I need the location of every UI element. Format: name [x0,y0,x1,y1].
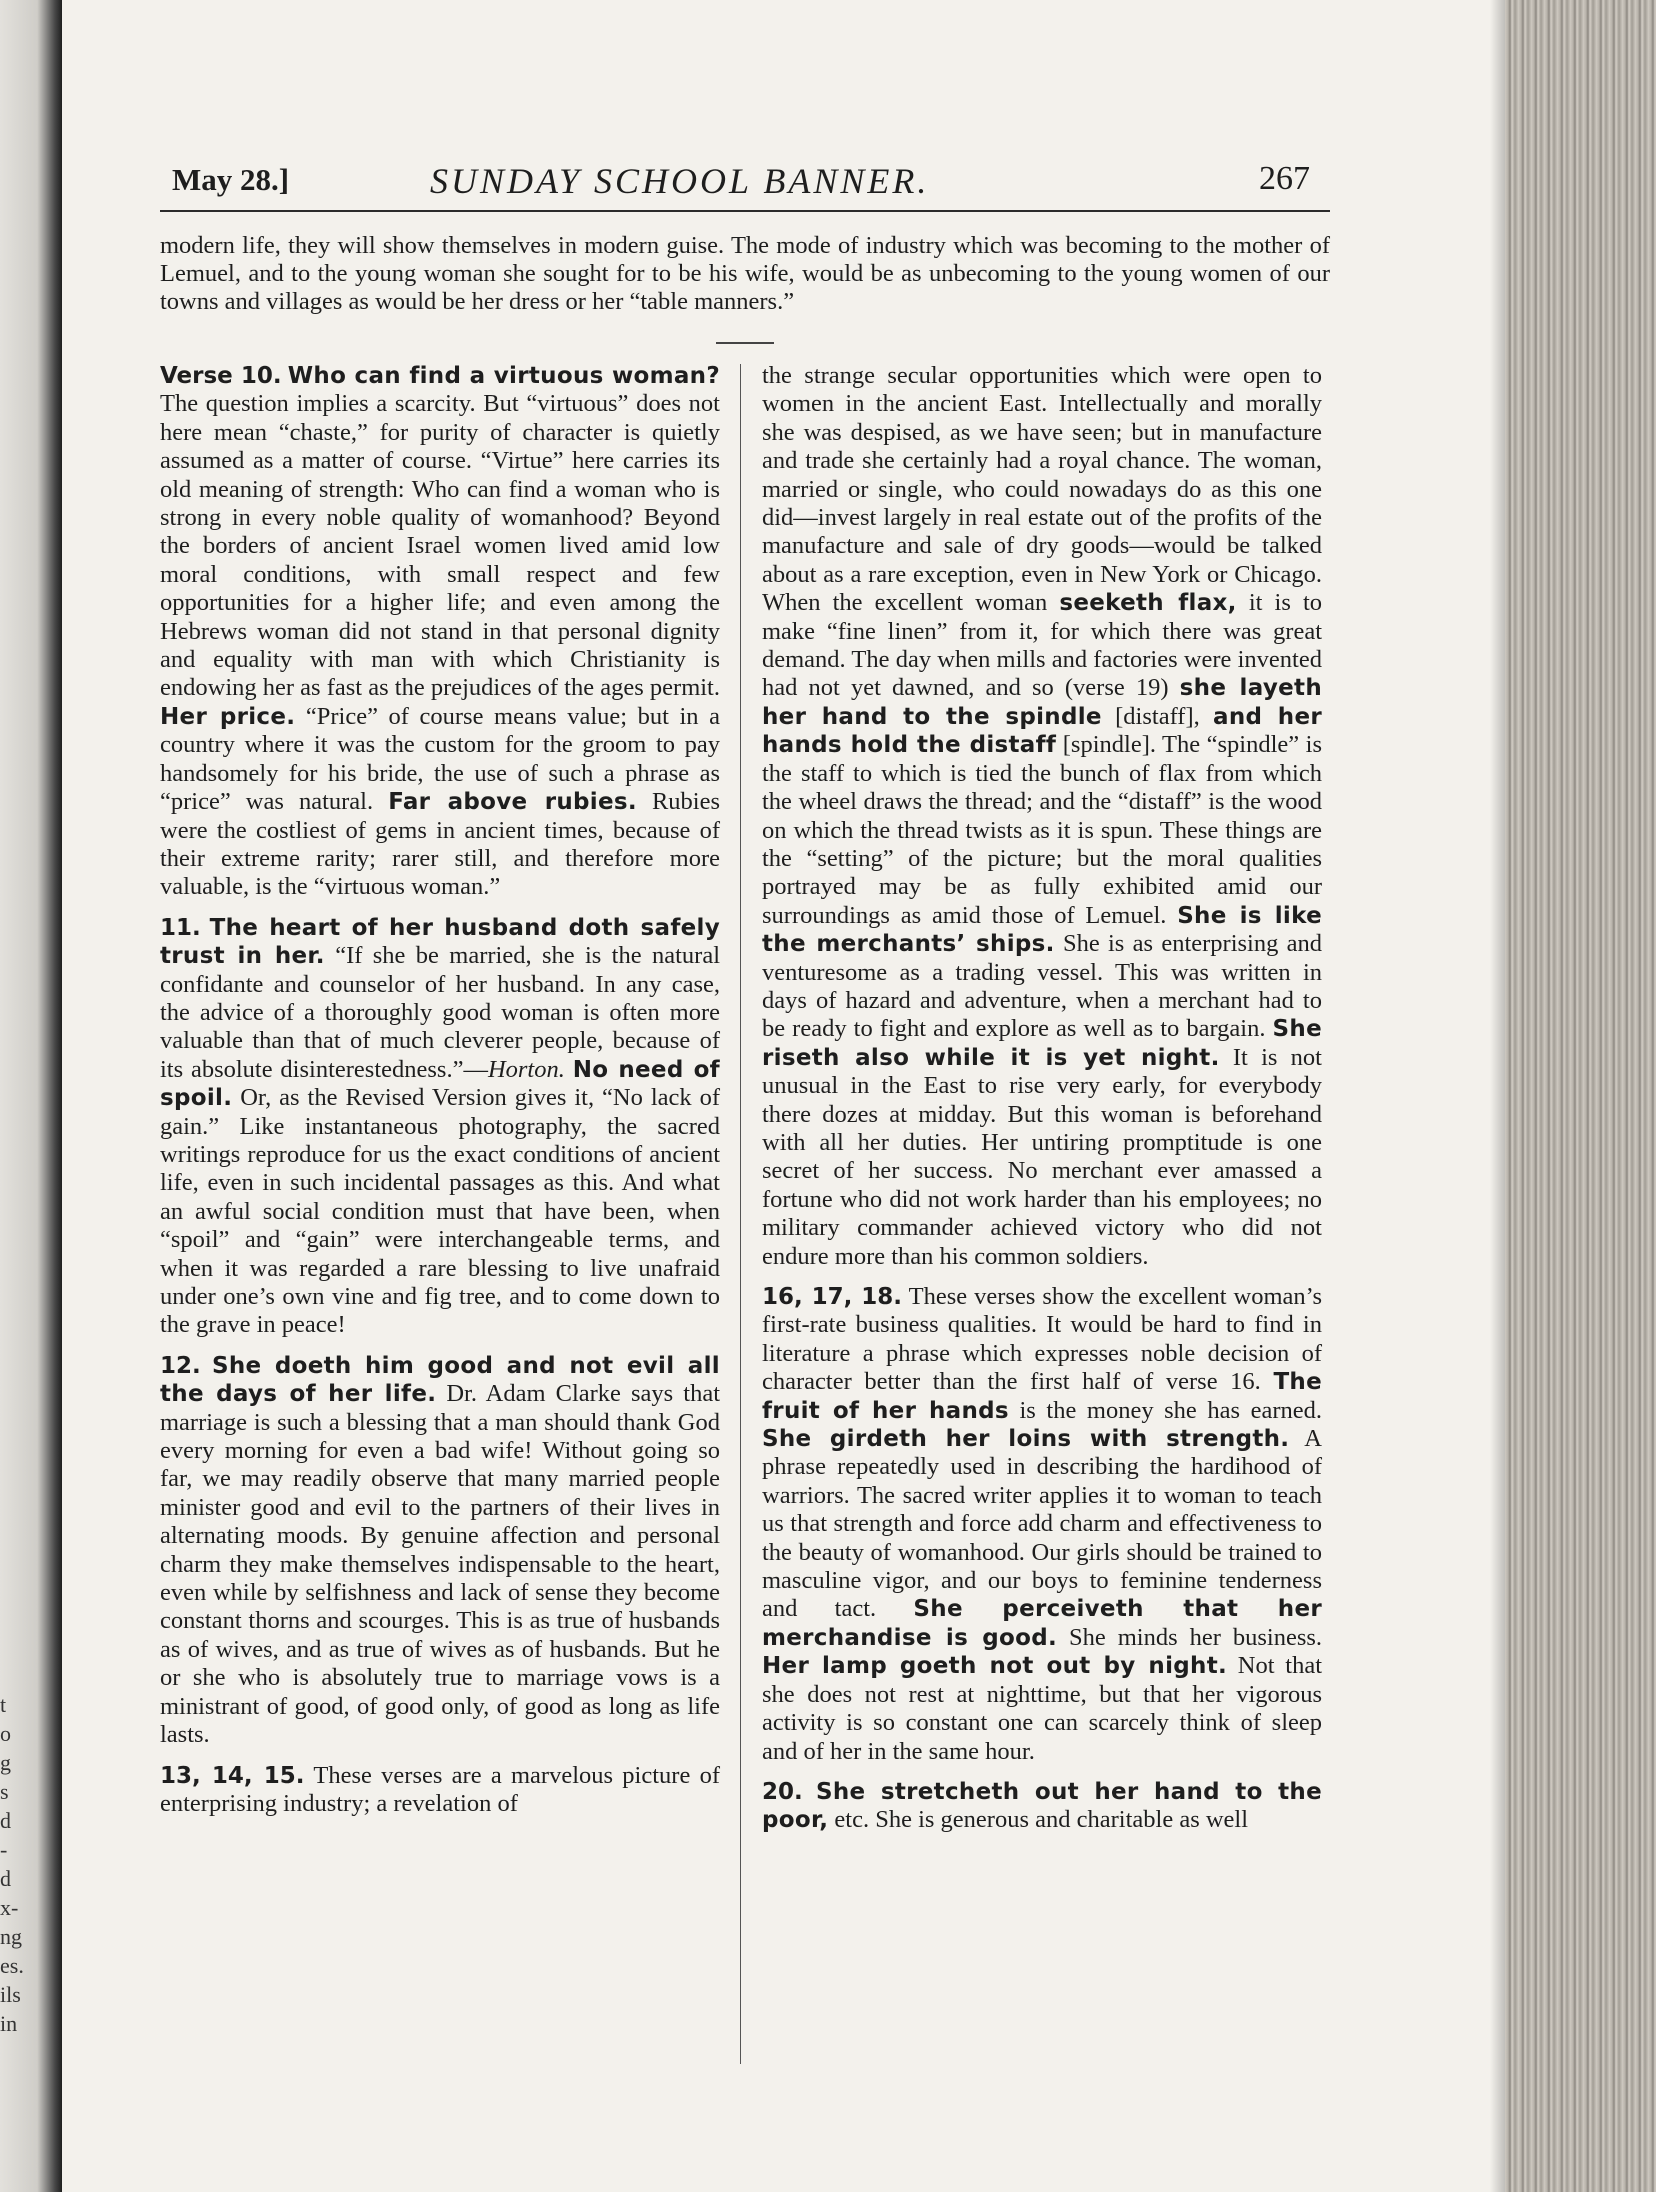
verse-number: 16, 17, 18. [762,1284,903,1310]
section-divider [716,342,774,344]
verse-heading: The fruit of her hands [762,1369,1322,1424]
paragraph-text: etc. She is generous and charitable as well [834,1806,1249,1834]
paragraph-text: Rubies were the costliest of gems in ancient times, because of their extreme rarity; rarer still, and therefore more valuable, is the “virtuous woman.” [160,788,721,901]
paragraph-text: Or, as the Revised Version gives it, “No lack of gain.” Like instantaneous photography, the sacred writings reproduce for us the exact conditions of ancient life, even in such incidental passages as this. And what an awful social condition must that have been, when “spoil” and “gain” were interchangeable terms, and when it was regarded a rare blessing to live unafraid under one’s own vine and fig tree, and to come down to the grave in peace! [160,1084,721,1339]
verse-heading: She doeth him good and not evil all the days of her life. [160,1352,720,1408]
paragraph-text: The question implies a scarcity. But “virtuous” does not here mean “chaste,” for purity of character is quietly assumed as a matter of course. “Virtue” here carries its old meaning of strength: Who can find a woman who is strong in every noble quality of womanhood? Beyond the borders of ancient Israel women lived amid low moral conditions, with small respect and few opportunities for a higher life; and even among the Hebrews woman did not stand in that personal dignity and equality with man with which Christianity is endowing her as fast as the prejudices of the ages permit. [160,390,720,702]
paragraph-text: [spindle]. The “spindle” is the staff to which is tied the bunch of flax from which the wheel draws the thread; and the “distaff” is the wood on which the thread twists as it is spun. These things are the “setting” of the picture; but the moral qualities portrayed may be as fully exhibited amid our surroundings as amid those of Lemuel. [762,731,1323,929]
verse-number: 13, 14, 15. [160,1762,305,1789]
verse-heading: She stretcheth out her hand to the poor, [762,1778,1322,1834]
paragraph-text: It is not unusual in the East to rise very early, for everybody there dozes at midday. But this woman is beforehand with all her duties. Her untiring promptitude is one secret of her success. No merchant ever amassed a fortune who did not work harder than his employees; no military commander achieved victory who did not endure more than his common soldiers. [762,1043,1322,1270]
paragraph-text: A phrase repeatedly used in describing the hardihood of warriors. The sacred writer applies it to woman to teach us that strength and force add charm and effectiveness to the beauty of womanhood. Our girls should be trained to masculine vigor, and our boys to feminine tenderness and tact. [762,1425,1322,1623]
page-number: 267 [1259,160,1310,197]
verse-heading: seeketh flax, [1059,590,1237,617]
fragment-line: d [0,1808,11,1833]
verse-number: 11. [160,914,201,941]
verse-heading: No need of spoil. [160,1056,720,1112]
page [160,150,1330,1834]
header-rule [160,210,1330,212]
verse-heading: she layeth her hand to the spindle [762,675,1323,730]
continued-paragraph [762,362,1322,1271]
right-column [762,362,1322,1847]
quote-author: Horton. [487,1055,565,1083]
fragment-line: x- [0,1895,19,1920]
book-page-edges [1505,0,1656,2192]
verse-20-paragraph [762,1778,1322,1835]
verse-number: 12. [160,1352,201,1379]
fragment-line: g [0,1750,11,1775]
paragraph-text: Not that she does not rest at nighttime, but that her vigorous activity is so constant one can scarcely think of sleep and of her in the same hour. [762,1652,1322,1765]
left-column [160,362,720,1830]
verse-heading: Who can find a virtuous woman? [287,363,721,389]
paragraph-text: She minds her business. [1069,1623,1323,1651]
verse-heading: She is like the merchants’ ships. [762,902,1322,958]
verse-heading: She riseth also while it is yet night. [762,1016,1322,1071]
previous-page-fragment [0,1690,40,2038]
verse-heading: Her lamp goeth not out by night. [762,1653,1228,1680]
verse-heading: She perceiveth that her merchandise is good. [762,1596,1322,1651]
fragment-line: - [0,1837,8,1862]
running-head-title: SUNDAY SCHOOL BANNER. [430,161,930,201]
paragraph-text: it is to make “fine linen” from it, for which there was great demand. The day when mills and factories were invented had not yet dawned, and so (verse 19) [762,589,1322,702]
verse-heading: Far above rubies. [388,789,637,816]
verse-10-paragraph [160,362,720,902]
fragment-line: ils [0,1982,21,2007]
column-divider [740,364,741,2064]
verse-number: 20. [762,1778,803,1805]
verse-12-paragraph [160,1352,720,1750]
verse-number: Verse 10. [160,363,282,389]
fragment-line: s [0,1779,9,1804]
paragraph-text: [distaff], [1115,702,1200,730]
verse-16-paragraph [762,1283,1322,1766]
verse-heading: Her price. [160,703,296,730]
paragraph-text: is the money she has earned. [1019,1396,1323,1424]
verse-11-paragraph [160,914,720,1340]
fragment-line: d [0,1866,11,1891]
paragraph-text: Dr. Adam Clarke says that marriage is such a blessing that a man should thank God every morning for even a bad wife! Without going so far, we may readily observe that many married people minister good and evil to the partners of their lives in alternating moods. By genuine affection and personal charm they make themselves indispensable to the heart, even while by selfishness and lack of sense they become constant thorns and scourges. This is as true of husbands as of wives, and as true of wives as of husbands. But he or she who is absolutely true to marriage vows is a ministrant of good, of good only, of good as long as life lasts. [160,1380,720,1749]
paragraph-text: “If she be married, she is the natural confidante and counselor of her husband. In any case, the advice of a thoroughly good woman is often more valuable than that of much cleverer people, because of its absolute disinterestedness.”— [160,942,721,1083]
fragment-line: o [0,1721,11,1746]
verse-heading: The heart of her husband doth safely trust in her. [160,914,721,970]
fragment-line: ng [0,1924,22,1949]
paragraph-text: She is as enterprising and venturesome as a trading vessel. This was written in days of hazard and adventure, when a merchant had to be ready to fight and explore as well as to bargain. [762,930,1322,1043]
paragraph-text: These verses show the excellent woman’s first-rate business qualities. It would be hard to find in literature a phrase which expresses noble decision of character better than the first half of verse 16. [762,1283,1322,1396]
paragraph-text: “Price” of course means value; but in a country where it was the custom for the groom to pay handsomely for his bride, the use of such a phrase as “price” was natural. [160,702,721,816]
paragraph-text: the strange secular opportunities which were open to women in the ancient East. Intellectually and morally she was despised, as we have seen; but in manufacture and trade she certainly had a royal chance. The woman, married or single, who could nowadays do as this one did—invest largely in real estate out of the profits of the manufacture and sale of dry goods—would be talked about as a rare exception, even in New York or Chicago. When the excellent woman [762,362,1322,617]
running-head [160,150,1330,210]
fragment-line: es. [0,1953,24,1978]
intro-paragraph: modern life, they will show themselves in modern guise. The mode of industry which was becoming to the mother of Lemuel, and to the young woman she sought for to be his wife, would be as unbecoming to the young women of our towns and villages as would be her dress or her “table manners.” [160,232,1330,315]
verse-heading: and her hands hold the distaff [762,703,1323,759]
verse-heading: She girdeth her loins with strength. [762,1426,1290,1453]
paragraph-text: These verses are a marvelous picture of enterprising industry; a revelation of [160,1761,721,1817]
running-head-date: May 28.] [172,162,290,197]
fragment-line: in [0,2011,18,2036]
fragment-line: t [0,1692,7,1717]
verse-13-paragraph [160,1762,720,1819]
